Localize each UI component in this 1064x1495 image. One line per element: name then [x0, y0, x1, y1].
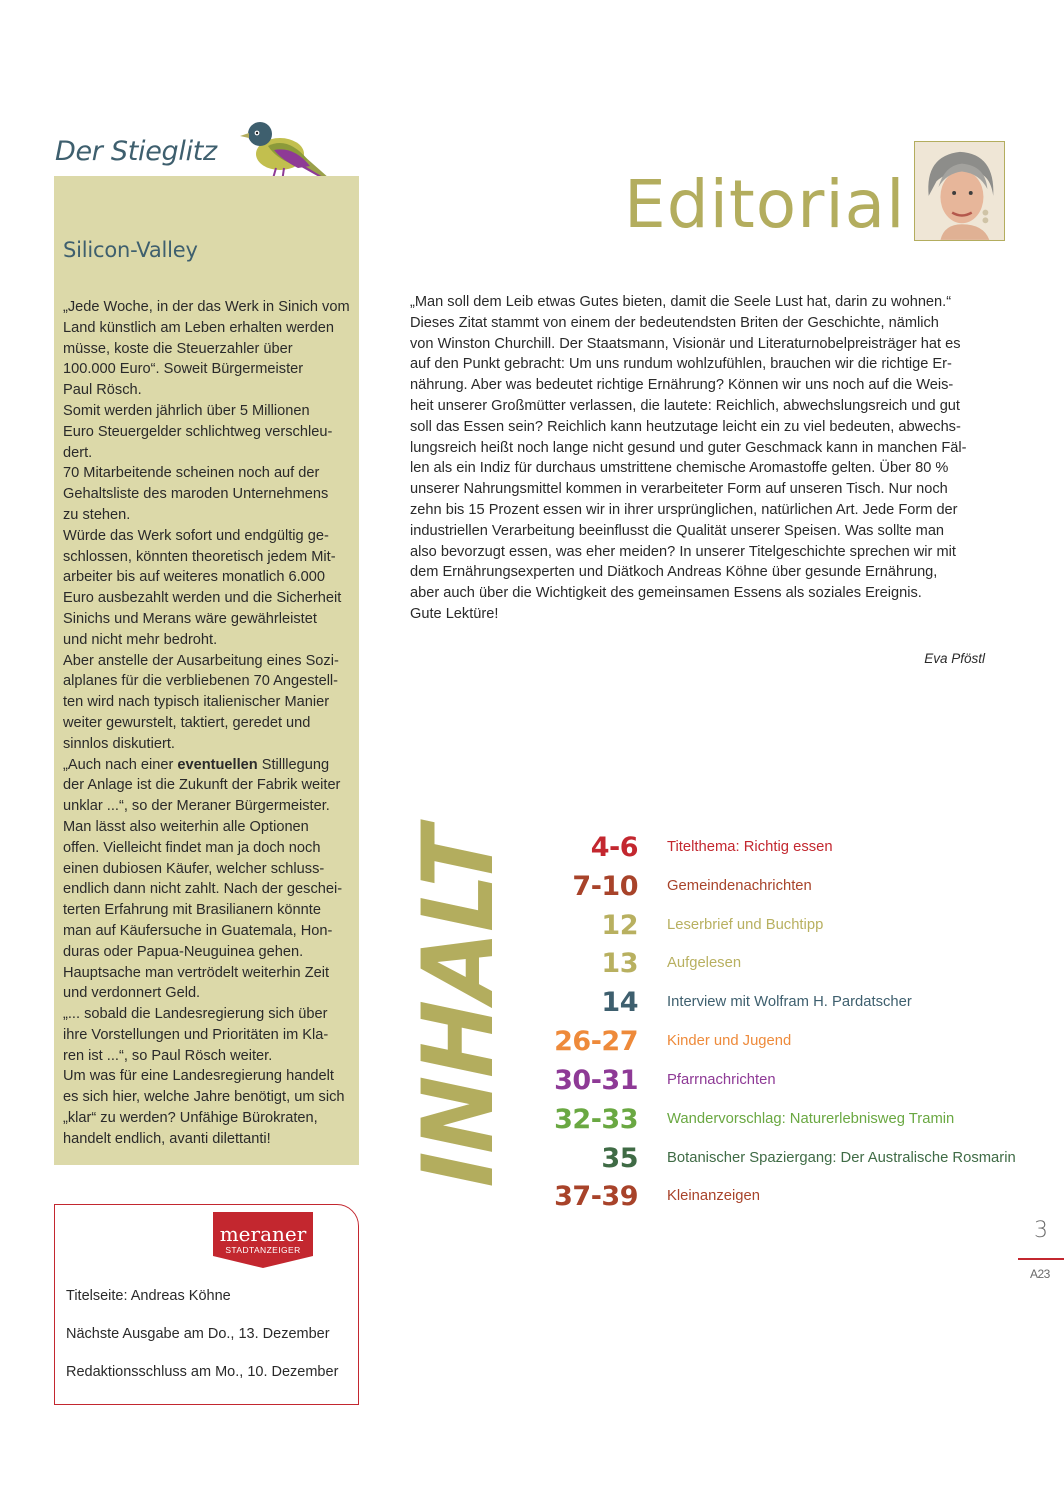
column-line: „... sobald die Landesregierung sich über: [63, 1006, 328, 1023]
column-line: der Anlage ist die Zukunft der Fabrik weiter: [63, 777, 341, 794]
toc-label: Aufgelesen: [667, 955, 742, 971]
column-line: unklar ...“, so der Meraner Bürgermeister.: [63, 798, 330, 815]
toc-label: Wandervorschlag: Naturerlebnisweg Tramin: [667, 1111, 955, 1127]
toc-label: Interview mit Wolfram H. Pardatscher: [667, 994, 912, 1010]
column-box: [54, 176, 359, 1165]
editorial-line: dem Ernährungsexperten und Diätkoch Andreas Köhne über gesunde Ernährung,: [410, 564, 938, 581]
editorial-line: von Winston Churchill. Der Staatsmann, Visionär und Literaturnobelpreisträger hat es: [410, 335, 961, 352]
column-line: „Jede Woche, in der das Werk in Sinich vom: [63, 299, 350, 315]
editorial-line: industriellen Verarbeitung beeinflusst die Qualität unserer Speisen. Was sollte man: [410, 522, 945, 539]
toc-pages: 12: [601, 910, 638, 941]
column-line: dert.: [63, 444, 93, 461]
column-line: Aber anstelle der Ausarbeitung eines Sozi-: [63, 652, 339, 669]
toc-pages: 7-10: [572, 871, 638, 902]
column-line: Euro ausbezahlt werden und die Sicherheit: [63, 590, 342, 607]
column-line: duras oder Papua-Neuguinea gehen.: [63, 943, 304, 960]
column-line: Land künstlich am Leben erhalten werden: [63, 319, 334, 336]
editorial-line: aber auch über die Wichtigkeit des gemeinsamen Essens als soziales Ereignis.: [410, 585, 922, 602]
toc-label: Pfarrnachrichten: [667, 1072, 776, 1088]
toc-row[interactable]: [520, 988, 1060, 1026]
toc-row[interactable]: [520, 1066, 1060, 1104]
editorial-title: Editorial: [624, 166, 906, 243]
column-line: Paul Rösch.: [63, 382, 142, 399]
column-line: ten wird nach typisch italienischer Manier: [63, 694, 330, 711]
toc-row[interactable]: [520, 911, 1060, 949]
next-issue: Nächste Ausgabe am Do., 13. Dezember: [66, 1326, 330, 1342]
bold-line-suffix: Stilllegung: [257, 756, 330, 773]
inhalt-heading: [402, 785, 516, 1200]
editorial-line: unserer Nahrungsmittel kommen in verarbeiteter Form auf unseren Tisch. Nur noch: [410, 481, 948, 498]
issue-info-box: [54, 1204, 359, 1405]
editorial-body: [410, 292, 990, 625]
author-portrait: [914, 141, 1005, 241]
column-line: endlich dann nicht zahlt. Nach der geschei-: [63, 881, 343, 898]
editorial-author: Eva Pföstl: [924, 651, 985, 666]
toc-row[interactable]: [520, 1027, 1060, 1065]
column-line: terten Erfahrung mit Brasilianern könnte: [63, 902, 321, 919]
editorial-line: len als ein Indiz für durchaus umstrittene chemische Aromastoffe gelten. Über 80 %: [410, 460, 949, 477]
column-heading: Silicon-Valley: [63, 238, 198, 262]
column-line: Um was für eine Landesregierung handelt: [63, 1068, 334, 1085]
toc-pages: 4-6: [590, 832, 638, 863]
toc-pages: 32-33: [554, 1104, 638, 1135]
editorial-line: zehn bis 15 Prozent essen wir in ihrer ursprünglichen, natürlichen Art. Jede Form der: [410, 501, 958, 518]
column-line: 70 Mitarbeitende scheinen noch auf der: [63, 465, 320, 482]
toc-label: Leserbrief und Buchtipp: [667, 917, 824, 933]
column-line: schlossen, könnten theoretisch jedem Mit-: [63, 548, 336, 565]
toc-pages: 14: [601, 987, 638, 1018]
logo-main: meraner: [219, 1222, 307, 1246]
editorial-line: lungsreich heißt noch lange nicht gesund und guter Geschmack kann in manchen Fäl-: [410, 439, 967, 456]
toc-label: Gemeindenachrichten: [667, 878, 812, 894]
column-line: ihre Vorstellungen und Prioritäten im Kla-: [63, 1026, 329, 1043]
logo-sub: STADTANZEIGER: [225, 1245, 301, 1255]
column-line: und nicht mehr bedroht.: [63, 631, 218, 648]
column-line: man auf Käufersuche in Guatemala, Hon-: [63, 922, 333, 939]
column-line: Man lässt also weiterhin alle Optionen: [63, 818, 309, 835]
column-line: es sich hier, welche Jahre benötigt, um sich: [63, 1089, 345, 1106]
editorial-line: Gute Lektüre!: [410, 605, 499, 622]
toc-row[interactable]: [520, 1144, 1060, 1182]
toc-row[interactable]: [520, 1105, 1060, 1143]
page-code: A23: [1030, 1267, 1050, 1281]
column-line-bold: [63, 755, 353, 776]
bold-word: eventuellen: [177, 756, 258, 773]
column-line: Somit werden jährlich über 5 Millionen: [63, 402, 310, 419]
toc-label: Titelthema: Richtig essen: [667, 839, 833, 855]
column-line: Hauptsache man vertrödelt weiterhin Zeit: [63, 964, 330, 981]
column-line: Sinichs und Merans wäre gewährleistet: [63, 610, 317, 627]
toc-label: Botanischer Spaziergang: Der Australische Rosmarin: [667, 1150, 1016, 1166]
column-line: Würde das Werk sofort und endgültig ge-: [63, 527, 329, 544]
cover-credit: Titelseite: Andreas Köhne: [66, 1288, 231, 1304]
bold-line-prefix: „Auch nach einer: [63, 756, 178, 773]
page-number: 3: [1034, 1218, 1048, 1243]
column-line: ren ist ...“, so Paul Rösch weiter.: [63, 1047, 273, 1064]
toc-label: Kleinanzeigen: [667, 1188, 760, 1204]
column-line: Gehaltsliste des maroden Unternehmens: [63, 486, 329, 503]
editorial-line: Dieses Zitat stammt von einem der bedeutendsten Briten der Geschichte, nämlich: [410, 314, 939, 331]
column-line: „klar“ zu werden? Unfähige Bürokraten,: [63, 1110, 318, 1127]
page-rule: [1018, 1258, 1064, 1260]
toc-pages: 37-39: [554, 1181, 638, 1212]
toc-row[interactable]: [520, 949, 1060, 987]
editorial-line: heit unserer Großmütter verlassen, die lautete: Reichlich, abwechslungsreich und gut: [410, 397, 960, 414]
column-line: Euro Steuergelder schlichtweg verschleu-: [63, 423, 333, 440]
column-line: arbeiter bis auf weiteres monatlich 6.000: [63, 569, 326, 586]
column-line: müsse, koste die Steuerzahler über: [63, 340, 293, 357]
column-line: und verdonnert Geld.: [63, 985, 201, 1002]
column-line: zu stehen.: [63, 506, 131, 523]
deadline: Redaktionsschluss am Mo., 10. Dezember: [66, 1364, 339, 1380]
toc-pages: 35: [601, 1143, 638, 1174]
column-line: sinnlos diskutiert.: [63, 735, 175, 752]
column-title: Der Stieglitz: [55, 136, 217, 167]
editorial-line: auf den Punkt gebracht: Um uns rundum wohlzufühlen, brauchen wir die richtige Er-: [410, 356, 952, 373]
editorial-line: nährung. Aber was bedeutet richtige Ernährung? Können wir uns noch auf die Weis-: [410, 377, 954, 394]
editorial-line: also bevorzugt essen, was eher meiden? In unserer Titelgeschichte sprechen wir mit: [410, 543, 956, 560]
toc-row[interactable]: [520, 1182, 1060, 1220]
column-line: einen dubiosen Käufer, welcher schluss-: [63, 860, 325, 877]
toc-label: Kinder und Jugend: [667, 1033, 792, 1049]
column-line: alplanes für die verbliebenen 70 Angestell-: [63, 673, 339, 690]
toc-row[interactable]: [520, 872, 1060, 910]
toc-row[interactable]: [520, 833, 1060, 871]
column-line: weiter gewurstelt, taktiert, geredet und: [63, 714, 311, 731]
toc-pages: 30-31: [554, 1065, 638, 1096]
editorial-line: soll das Essen sein? Reichlich kann heutzutage leicht ein zu viel bedeuten, abwechs-: [410, 418, 961, 435]
column-line: 100.000 Euro“. Soweit Bürgermeister: [63, 361, 304, 378]
meraner-stadtanzeiger-logo: [213, 1212, 313, 1268]
column-text: [63, 297, 353, 1150]
toc-pages: 26-27: [554, 1026, 638, 1057]
toc-pages: 13: [601, 948, 638, 979]
inhalt-title: INHALT: [402, 785, 516, 1200]
editorial-line: „Man soll dem Leib etwas Gutes bieten, damit die Seele Lust hat, darin zu wohnen.“: [410, 294, 952, 310]
column-line: offen. Vielleicht findet man ja doch noch: [63, 839, 321, 856]
column-line: handelt endlich, avanti dilettanti!: [63, 1130, 271, 1147]
